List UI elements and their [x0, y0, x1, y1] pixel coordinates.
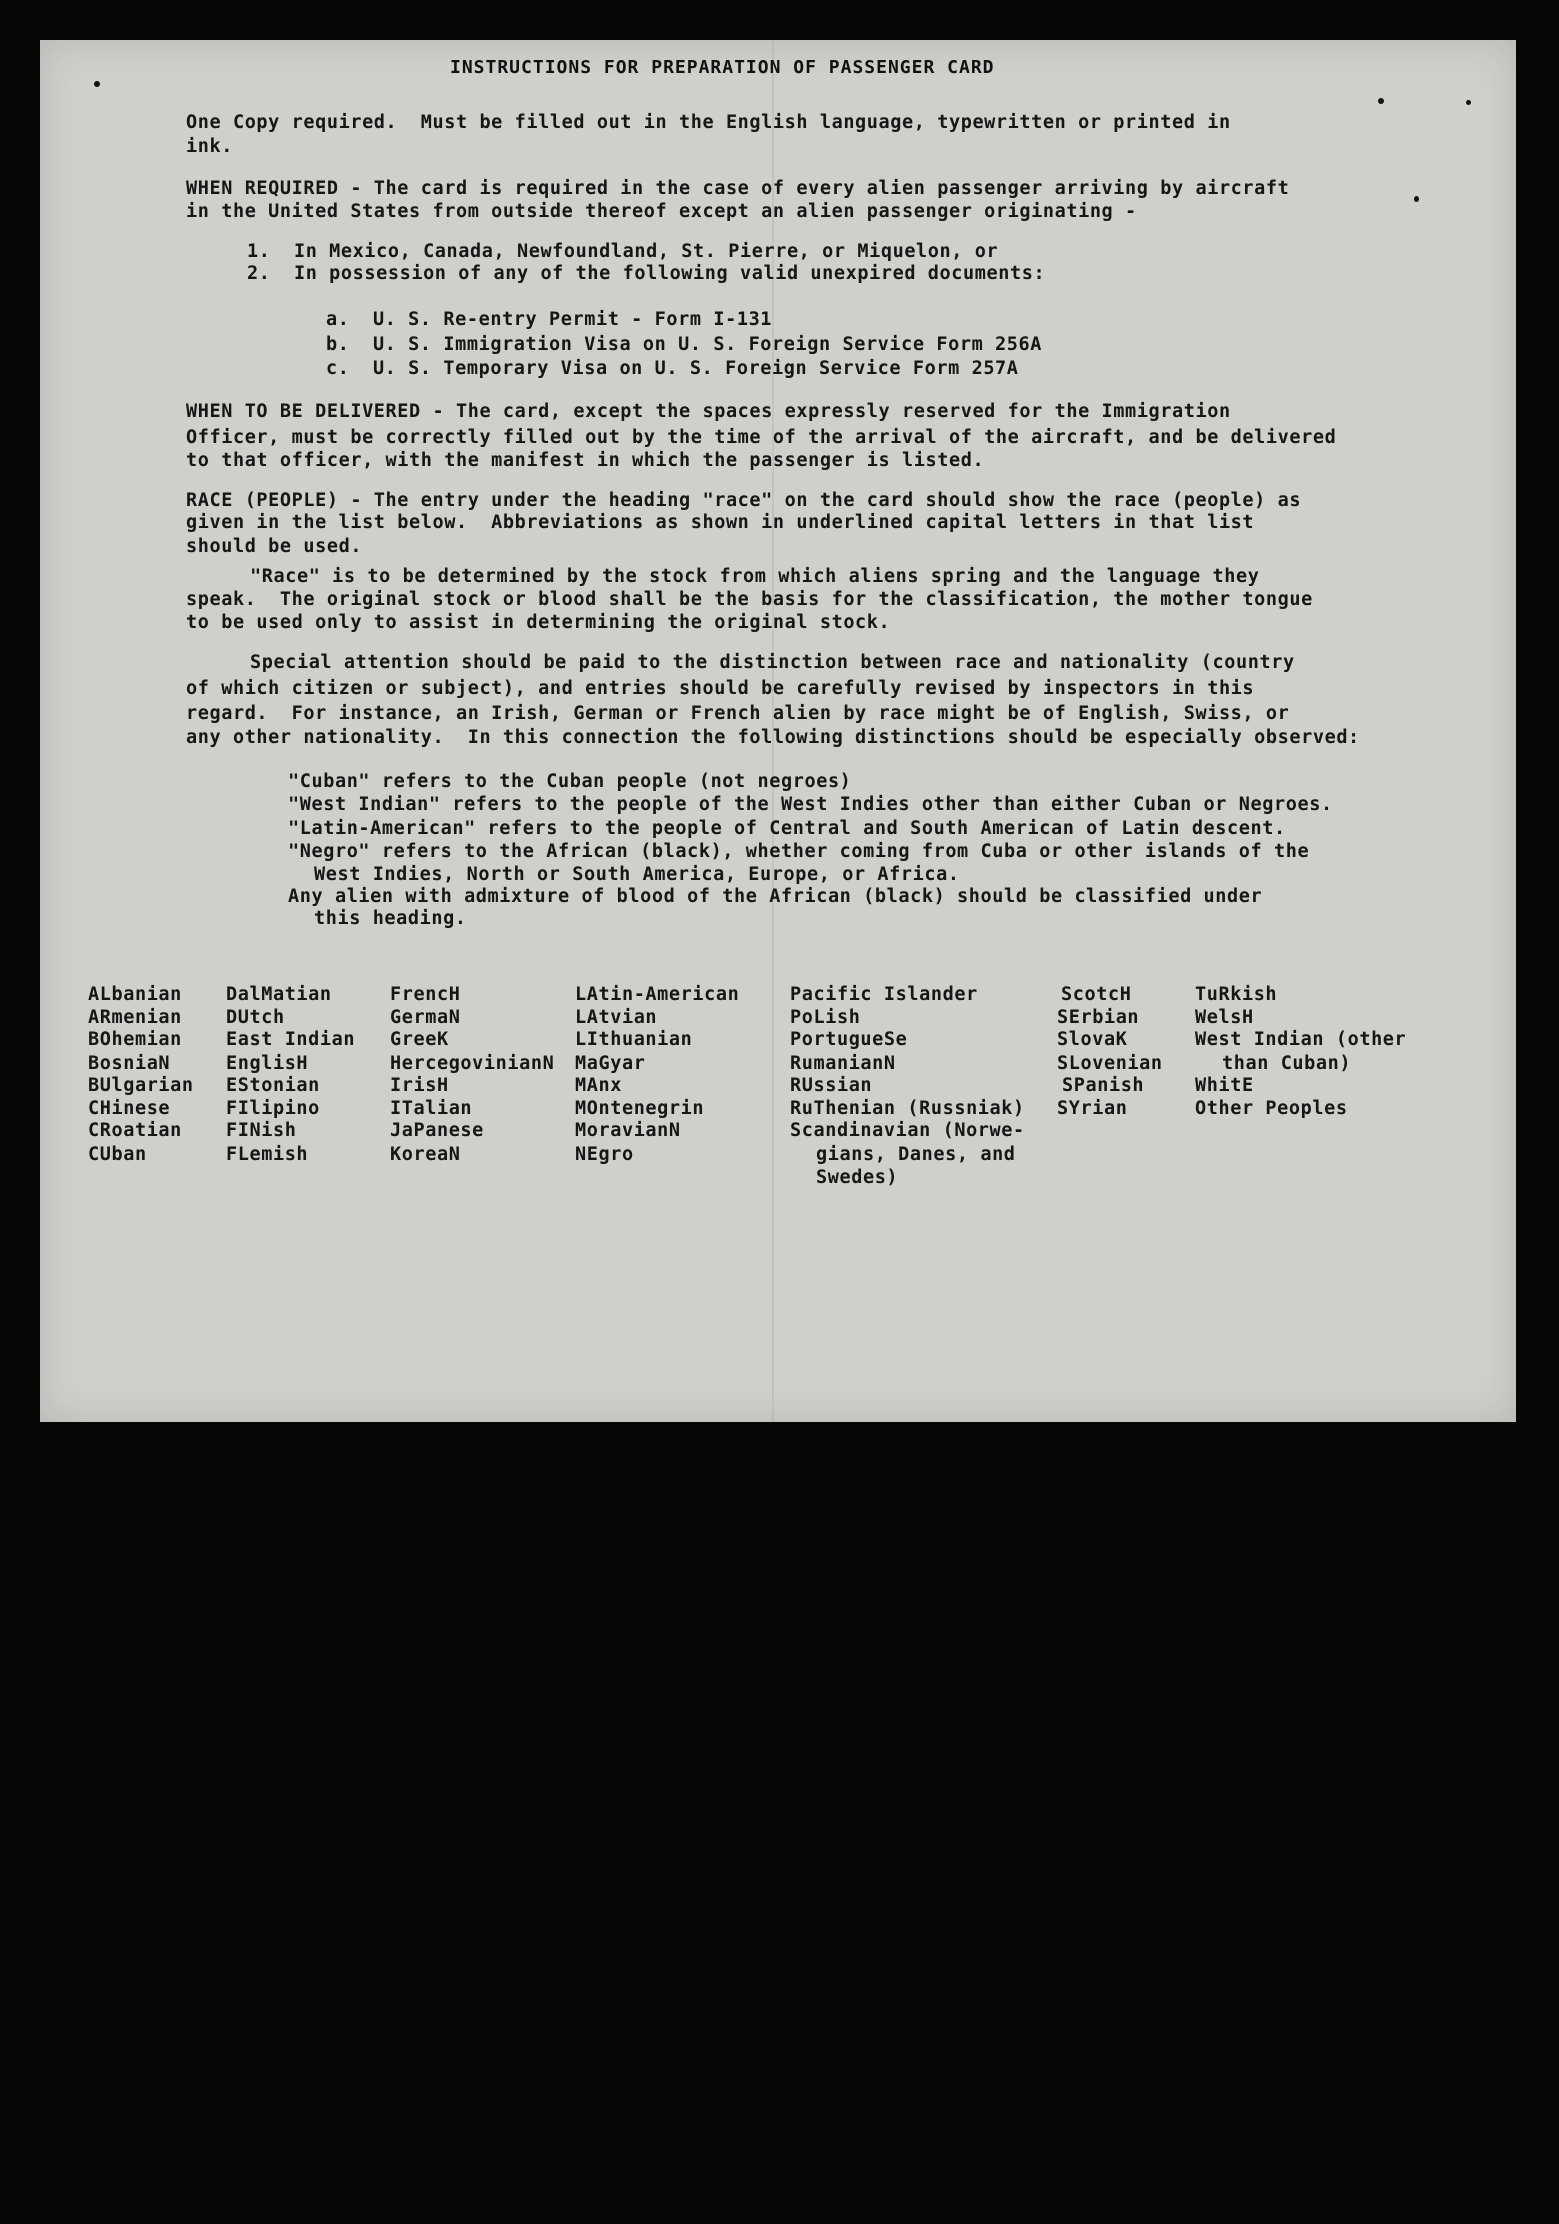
- race-item-continued: Swedes): [816, 1167, 899, 1188]
- race-item: IrisH: [390, 1075, 449, 1096]
- when-required-line-2: in the United States from outside thereof except an alien passenger originating -: [186, 201, 1137, 222]
- race-item: DUtch: [226, 1007, 285, 1028]
- document-page: [40, 40, 1516, 1422]
- document-item-a: a. U. S. Re-entry Permit - Form I-131: [326, 309, 773, 330]
- paper-speck: [1378, 98, 1384, 104]
- race-item: LIthuanian: [575, 1029, 693, 1050]
- race-item: East Indian: [226, 1029, 356, 1050]
- stock-line-2: speak. The original stock or blood shall be the basis for the classification, the mother tongue: [186, 589, 1313, 610]
- race-item: West Indian (other: [1195, 1029, 1407, 1050]
- race-item: BOhemian: [88, 1029, 182, 1050]
- race-line-2: given in the list below. Abbreviations as shown in underlined capital letters in that list: [186, 512, 1255, 533]
- intro-line-2: ink.: [186, 136, 233, 157]
- race-item: JaPanese: [390, 1120, 484, 1141]
- when-delivered-line-2: Officer, must be correctly filled out by the time of the arrival of the aircraft, and be delivered: [186, 427, 1337, 448]
- document-item-b: b. U. S. Immigration Visa on U. S. Foreign Service Form 256A: [326, 334, 1043, 355]
- race-item: ITalian: [390, 1098, 473, 1119]
- race-item: SPanish: [1062, 1075, 1145, 1096]
- race-item: LAtvian: [575, 1007, 658, 1028]
- document-title: INSTRUCTIONS FOR PREPARATION OF PASSENGER CARD: [450, 57, 995, 78]
- race-item: RuThenian (Russniak): [790, 1098, 1025, 1119]
- when-required-line-1: WHEN REQUIRED - The card is required in the case of every alien passenger arriving by aircraft: [186, 178, 1290, 199]
- race-item: Other Peoples: [1195, 1098, 1348, 1119]
- attention-line-2: of which citizen or subject), and entries should be carefully revised by inspectors in this: [186, 678, 1255, 699]
- intro-line-1: One Copy required. Must be filled out in the English language, typewritten or printed in: [186, 112, 1231, 133]
- definition-latin-american: "Latin-American" refers to the people of Central and South American of Latin descent.: [288, 818, 1286, 839]
- race-item: MAnx: [575, 1075, 622, 1096]
- stock-line-1: "Race" is to be determined by the stock from which aliens spring and the language they: [250, 566, 1260, 587]
- race-item: Scandinavian (Norwe-: [790, 1120, 1025, 1141]
- race-item: SlovaK: [1057, 1029, 1128, 1050]
- race-item: MoravianN: [575, 1120, 681, 1141]
- race-item: BUlgarian: [88, 1075, 194, 1096]
- race-item: HercegovinianN: [390, 1053, 555, 1074]
- race-item: RUssian: [790, 1075, 873, 1096]
- race-item: FIlipino: [226, 1098, 320, 1119]
- race-item: FrencH: [390, 984, 461, 1005]
- race-item: WelsH: [1195, 1007, 1254, 1028]
- race-item: ScotcH: [1061, 984, 1132, 1005]
- exception-item-1: 1. In Mexico, Canada, Newfoundland, St. Pierre, or Miquelon, or: [247, 241, 999, 262]
- definition-cuban: "Cuban" refers to the Cuban people (not negroes): [288, 771, 852, 792]
- definition-west-indian: "West Indian" refers to the people of the West Indies other than either Cuban or Negroes.: [288, 794, 1333, 815]
- admixture-line-2: this heading.: [314, 908, 467, 929]
- paper-speck: [1466, 100, 1471, 105]
- attention-line-4: any other nationality. In this connection the following distinctions should be especially observed:: [186, 727, 1360, 748]
- race-item: KoreaN: [390, 1144, 461, 1165]
- race-item: LAtin-American: [575, 984, 740, 1005]
- race-item-continued: than Cuban): [1222, 1053, 1352, 1074]
- race-item: CUban: [88, 1144, 147, 1165]
- race-item: FINish: [226, 1120, 297, 1141]
- race-item: MaGyar: [575, 1053, 646, 1074]
- race-item: GreeK: [390, 1029, 449, 1050]
- race-item: Pacific Islander: [790, 984, 978, 1005]
- race-item: MOntenegrin: [575, 1098, 705, 1119]
- definition-negro-1: "Negro" refers to the African (black), whether coming from Cuba or other islands of the: [288, 841, 1310, 862]
- race-item: BosniaN: [88, 1053, 171, 1074]
- race-item: SErbian: [1057, 1007, 1140, 1028]
- stock-line-3: to be used only to assist in determining the original stock.: [186, 612, 891, 633]
- race-item: EnglisH: [226, 1053, 309, 1074]
- when-delivered-line-3: to that officer, with the manifest in which the passenger is listed.: [186, 450, 985, 471]
- race-item: PoLish: [790, 1007, 861, 1028]
- race-item: SLovenian: [1057, 1053, 1163, 1074]
- admixture-line-1: Any alien with admixture of blood of the African (black) should be classified under: [288, 886, 1263, 907]
- race-line-1: RACE (PEOPLE) - The entry under the heading "race" on the card should show the race (people) as: [186, 490, 1302, 511]
- race-item: DalMatian: [226, 984, 332, 1005]
- race-item-continued: gians, Danes, and: [816, 1144, 1016, 1165]
- paper-speck: [1414, 196, 1419, 202]
- race-line-3: should be used.: [186, 536, 363, 557]
- race-item: EStonian: [226, 1075, 320, 1096]
- race-item: FLemish: [226, 1144, 309, 1165]
- document-item-c: c. U. S. Temporary Visa on U. S. Foreign Service Form 257A: [326, 358, 1019, 379]
- attention-line-1: Special attention should be paid to the distinction between race and nationality (country: [250, 652, 1295, 673]
- paper-speck: [94, 81, 100, 87]
- race-item: ALbanian: [88, 984, 182, 1005]
- race-item: ARmenian: [88, 1007, 182, 1028]
- race-item: CHinese: [88, 1098, 171, 1119]
- definition-negro-2: West Indies, North or South America, Europe, or Africa.: [314, 864, 960, 885]
- attention-line-3: regard. For instance, an Irish, German or French alien by race might be of English, Swiss, or: [186, 703, 1290, 724]
- race-item: RumanianN: [790, 1053, 896, 1074]
- when-delivered-line-1: WHEN TO BE DELIVERED - The card, except the spaces expressly reserved for the Immigration: [186, 401, 1231, 422]
- race-item: GermaN: [390, 1007, 461, 1028]
- race-item: WhitE: [1195, 1075, 1254, 1096]
- race-item: CRoatian: [88, 1120, 182, 1141]
- race-item: SYrian: [1057, 1098, 1128, 1119]
- exception-item-2: 2. In possession of any of the following valid unexpired documents:: [247, 263, 1046, 284]
- race-item: PortugueSe: [790, 1029, 908, 1050]
- race-item: NEgro: [575, 1144, 634, 1165]
- race-item: TuRkish: [1195, 984, 1278, 1005]
